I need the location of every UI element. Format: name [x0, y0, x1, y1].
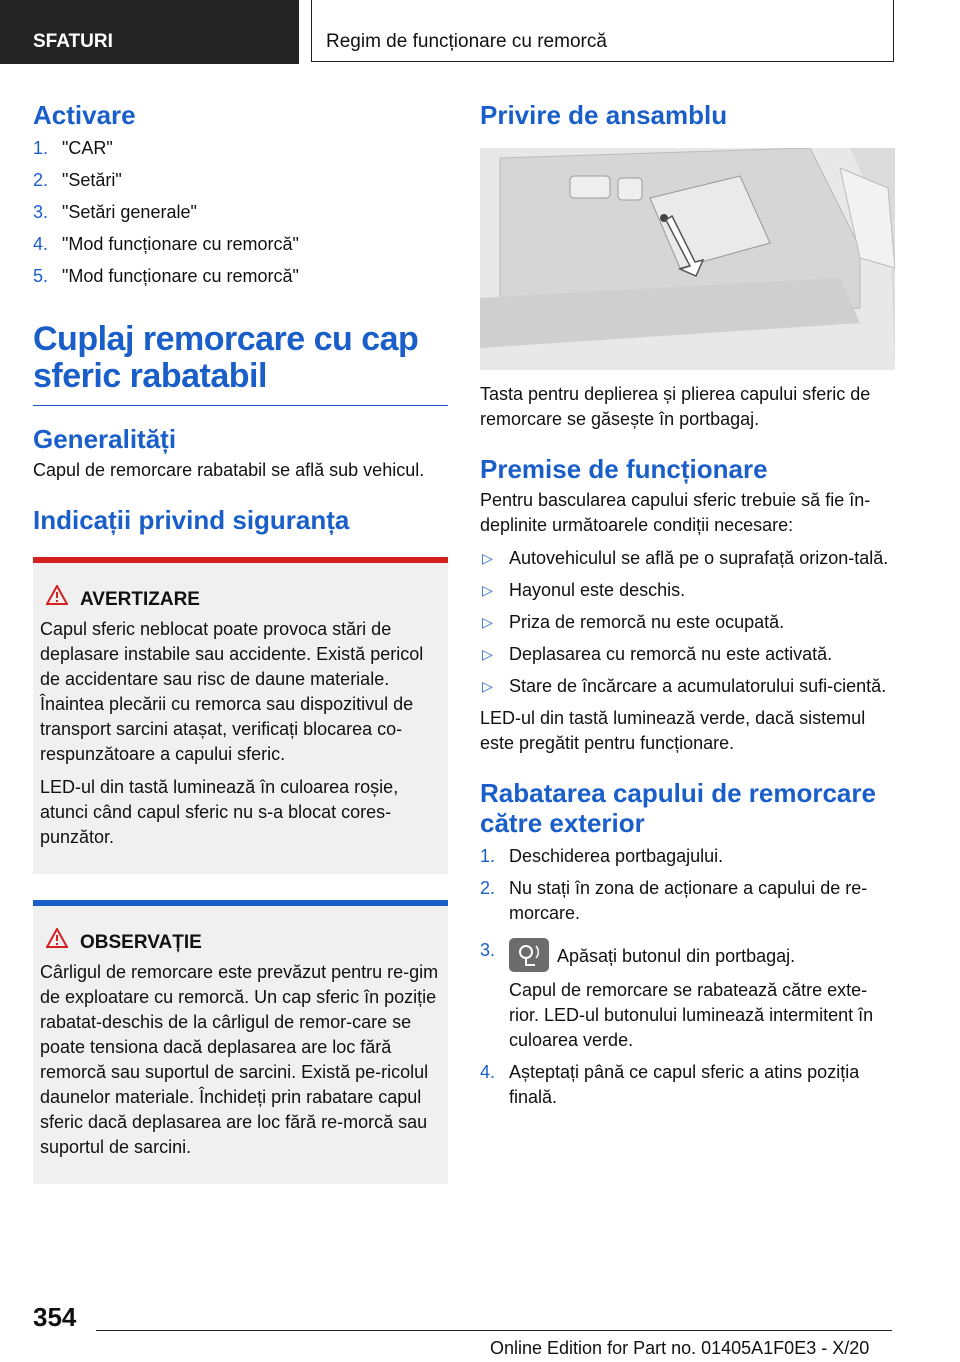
note-text: Cârligul de remorcare este prevăzut pentru re-gim de exploatare cu remorcă. Un cap sferic în poziție rabatat-deschis de la cârligul de remor-care se poate tensiona dacă deplasarea are loc fără remorcă sau suportul de sarcini. Există pe-ricolul daunelor materiale. Închideți prin rabatare capul sferic dacă deplasarea are loc fără re-morcă sau suportul de sarcini.: [40, 962, 439, 1157]
list-item: ▷ Priza de remorcă nu este ocupată.: [480, 610, 895, 635]
prereq-list: [480, 546, 895, 699]
left-column: [33, 100, 448, 1184]
triangle-bullet-icon: ▷: [482, 614, 493, 630]
warning-led-text: LED-ul din tastă luminează în culoarea roșie, atunci când capul sferic nu s-a blocat cores-punzător.: [40, 777, 399, 847]
title-divider: [33, 405, 448, 406]
overview-heading: Privire de ansamblu: [480, 100, 728, 130]
triangle-bullet-icon: ▷: [482, 550, 493, 566]
prereq-heading: Premise de funcționare: [480, 454, 768, 484]
note-title: OBSERVAȚIE: [80, 932, 202, 953]
list-item: 1. Deschiderea portbagajului.: [480, 846, 724, 866]
list-item: 4. "Mod funcționare cu remorcă": [33, 234, 299, 254]
prereq-outro: LED-ul din tastă luminează verde, dacă sistemul este pregătit pentru funcționare.: [480, 708, 866, 753]
list-item: 2. "Setări": [33, 170, 122, 190]
header-section-tab: [0, 0, 299, 64]
note-box: [33, 900, 448, 1184]
trunk-button-photo: [480, 148, 895, 370]
header-title-box: [311, 0, 894, 62]
list-item: ▷ Autovehiculul se află pe o suprafață orizon-tală.: [480, 546, 895, 571]
triangle-bullet-icon: ▷: [482, 678, 493, 694]
warning-text: Capul sferic neblocat poate provoca stări de deplasare instabile sau accidente. Există pericol de accidentare sau risc de daune materiale. Înaintea plecării cu remorca sau dispozitivul de transport sarcini atașat, verificați blocarea co-respunzătoare a capului sferic.: [40, 619, 424, 764]
list-item: 1. "CAR": [33, 138, 113, 158]
warning-box: [33, 557, 448, 874]
header-title: Regim de funcționare cu remorcă: [326, 31, 607, 52]
list-item: 4. Așteptați până ce capul sferic a atins poziția finală.: [480, 1062, 860, 1107]
caution-triangle-icon: [46, 928, 70, 954]
activation-heading: Activare: [33, 100, 136, 130]
warning-triangle-icon: [46, 585, 70, 611]
general-heading: Generalități: [33, 424, 177, 454]
list-item: ▷ Deplasarea cu remorcă nu este activată.: [480, 642, 895, 667]
activation-steps: [33, 136, 448, 289]
safety-heading: Indicații privind siguranța: [33, 505, 350, 535]
prereq-intro: Pentru bascularea capului sferic trebuie să fie în-deplinite următoarele condiții necesare:: [480, 490, 871, 535]
list-item: ▷ Hayonul este deschis.: [480, 578, 895, 603]
main-title: Cuplaj remorcare cu cap sferic rabatabil: [33, 320, 419, 395]
header-section-label: SFATURI: [33, 31, 113, 52]
footer-edition: Online Edition for Part no. 01405A1F0E3 - X/20: [490, 1338, 870, 1358]
list-item: 2. Nu stați în zona de acționare a capului de re-morcare.: [480, 878, 868, 923]
right-column: [480, 100, 895, 1110]
triangle-bullet-icon: ▷: [482, 582, 493, 598]
triangle-bullet-icon: ▷: [482, 646, 493, 662]
list-item: 3. Apăsați butonul din portbagaj. Capul de remorcare se rabatează către exte-rior. LED-ul butonului luminează intermitent în culoarea verde.: [480, 940, 874, 1050]
general-text: Capul de remorcare rabatabil se află sub vehicul.: [33, 460, 425, 480]
trailer-hitch-button-icon: [509, 938, 549, 972]
overview-caption: Tasta pentru deplierea și plierea capului sferic de remorcare se găsește în portbagaj.: [480, 384, 871, 429]
fold-out-steps: [480, 844, 895, 1110]
footer-divider: [96, 1330, 892, 1331]
list-item: 5. "Mod funcționare cu remorcă": [33, 266, 299, 286]
fold-out-heading: Rabatarea capului de remorcare către exterior: [480, 778, 876, 838]
list-item: ▷ Stare de încărcare a acumulatorului sufi-cientă.: [480, 674, 895, 699]
warning-title: AVERTIZARE: [80, 589, 200, 610]
page-number: 354: [33, 1302, 77, 1332]
list-item: 3. "Setări generale": [33, 202, 197, 222]
